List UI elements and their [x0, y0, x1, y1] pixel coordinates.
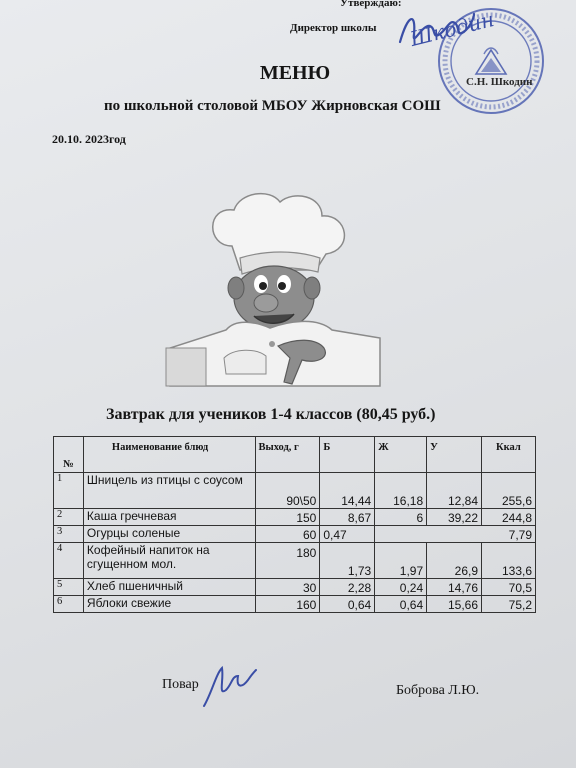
- row-u: [427, 526, 482, 543]
- row-kcal: 7,79: [482, 526, 536, 543]
- row-u: 15,66: [427, 596, 482, 613]
- row-num: 1: [54, 473, 84, 509]
- header-b: Б: [320, 437, 375, 473]
- row-name: Каша гречневая: [83, 509, 255, 526]
- signature-lettering: Шкодин: [407, 6, 497, 51]
- row-name: Огурцы соленые: [83, 526, 255, 543]
- header-zh: Ж: [375, 437, 427, 473]
- row-weight: 160: [255, 596, 320, 613]
- cook-label: Повар: [162, 677, 199, 692]
- row-name: Шницель из птицы с соусом: [83, 473, 255, 509]
- table-row: [54, 526, 536, 543]
- row-b: 8,67: [320, 509, 375, 526]
- menu-table: [53, 436, 536, 613]
- row-weight: 150: [255, 509, 320, 526]
- row-zh: [375, 526, 427, 543]
- row-num: 4: [54, 543, 84, 579]
- row-num: 5: [54, 579, 84, 596]
- header-weight: Выход, г: [255, 437, 320, 473]
- row-name: Кофейный напиток на сгущенном мол.: [83, 543, 255, 579]
- row-zh: 6: [375, 509, 427, 526]
- table-row: [54, 579, 536, 596]
- row-kcal: 244,8: [482, 509, 536, 526]
- header-num: №: [54, 437, 84, 473]
- row-u: 14,76: [427, 579, 482, 596]
- header-name: Наименование блюд: [83, 437, 255, 473]
- row-num: 3: [54, 526, 84, 543]
- table-row: [54, 509, 536, 526]
- row-u: 12,84: [427, 473, 482, 509]
- row-name: Яблоки свежие: [83, 596, 255, 613]
- row-u: 39,22: [427, 509, 482, 526]
- row-kcal: 70,5: [482, 579, 536, 596]
- row-kcal: 133,6: [482, 543, 536, 579]
- row-b: 14,44: [320, 473, 375, 509]
- row-b: 0,47: [320, 526, 375, 543]
- row-name: Хлеб пшеничный: [83, 579, 255, 596]
- table-row: [54, 473, 536, 509]
- table-header-row: [54, 437, 536, 473]
- cook-name: Боброва Л.Ю.: [396, 683, 480, 698]
- row-zh: 1,97: [375, 543, 427, 579]
- row-weight: 180: [255, 543, 320, 579]
- header-kcal: Ккал: [482, 437, 536, 473]
- row-kcal: 75,2: [482, 596, 536, 613]
- row-num: 2: [54, 509, 84, 526]
- row-kcal: 255,6: [482, 473, 536, 509]
- row-b: 0,64: [320, 596, 375, 613]
- cook-signature-icon: [198, 662, 258, 712]
- row-weight: 90\50: [255, 473, 320, 509]
- school-stamp-icon: [436, 6, 546, 116]
- page-subtitle: по школьной столовой МБОУ Жирновская СОШ: [104, 98, 441, 114]
- table-row: [54, 596, 536, 613]
- row-weight: 30: [255, 579, 320, 596]
- row-weight: 60: [255, 526, 320, 543]
- director-name: С.Н. Шкодин: [466, 76, 533, 88]
- row-num: 6: [54, 596, 84, 613]
- row-b: 1,73: [320, 543, 375, 579]
- row-zh: 0,64: [375, 596, 427, 613]
- row-b: 2,28: [320, 579, 375, 596]
- director-title: Директор школы: [290, 22, 377, 34]
- row-u: 26,9: [427, 543, 482, 579]
- page-title: МЕНЮ: [259, 62, 331, 84]
- row-zh: 16,18: [375, 473, 427, 509]
- table-row: [54, 543, 536, 579]
- chef-icon: [166, 188, 382, 386]
- header-u: У: [427, 437, 482, 473]
- row-zh: 0,24: [375, 579, 427, 596]
- menu-date: 20.10. 2023год: [52, 132, 126, 146]
- meal-title: Завтрак для учеников 1-4 классов (80,45 руб.): [106, 406, 436, 423]
- approve-label: Утверждаю:: [340, 0, 402, 9]
